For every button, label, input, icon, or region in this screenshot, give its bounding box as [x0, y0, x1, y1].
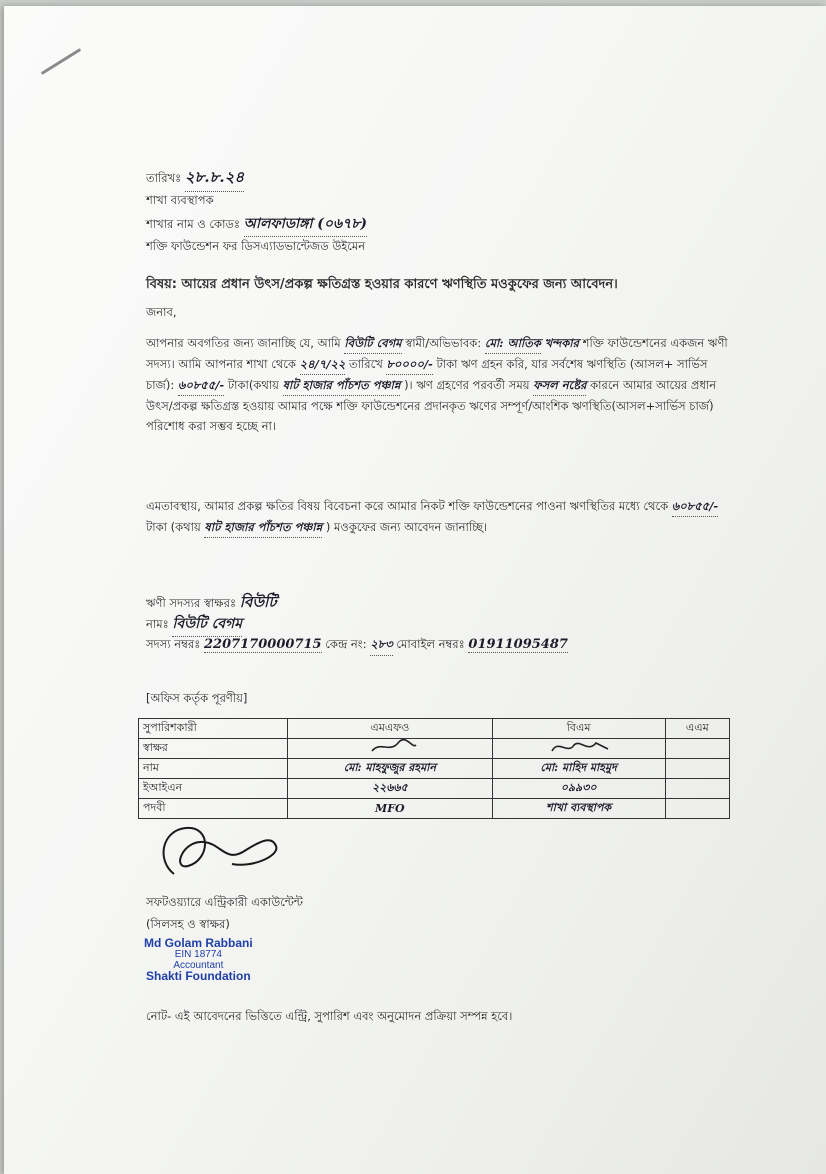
signature-cell	[492, 739, 665, 759]
accountant-signature-icon	[152, 820, 282, 886]
table-cell	[665, 779, 729, 799]
signature-cell	[665, 739, 729, 759]
row-label: নাম	[139, 759, 288, 779]
row-label: ইআইএন	[139, 779, 288, 799]
member-name: বিউটি বেগম	[344, 333, 401, 354]
foundation-name: শক্তি ফাউন্ডেশন ফর ডিসএ্যাডভান্টেজড উইমেন	[146, 239, 366, 253]
subject-line: বিষয়: আয়ের প্রধান উৎস/প্রকল্প ক্ষতিগ্রস্ত হওয়ার কারণে ঋণস্থিতি মওকুফের জন্য আবেদন।	[146, 277, 618, 292]
accountant-sub: (সিলসহ ও স্বাক্ষর)	[146, 917, 230, 931]
table-cell: MFO	[288, 799, 493, 819]
office-section-title: [অফিস কর্তৃক পূরণীয়]	[146, 691, 248, 705]
center-value: ২৮৩	[370, 636, 392, 656]
office-approval-table	[138, 718, 730, 819]
seal-title: Accountant	[173, 960, 224, 971]
document-page	[4, 6, 826, 1174]
guardian-name: মো: আতিক	[485, 333, 541, 354]
outstanding-words: ষাট হাজার পাঁচশত পঞ্চান্ন	[283, 375, 401, 396]
table-header-cell: বিএম	[492, 719, 665, 739]
seal-org: Shakti Foundation	[146, 969, 251, 983]
seal-name: Md Golam Rabbani	[144, 936, 253, 950]
outstanding-amount: ৬০৮৫৫/-	[178, 375, 224, 396]
guardian-name-2: খন্দকার	[544, 336, 579, 350]
branch-value: আলফাডাঙ্গা (০৬৭৮)	[244, 212, 367, 237]
table-header-cell: এএম	[665, 719, 729, 739]
table-cell: শাখা ব্যবস্থাপক	[492, 799, 665, 819]
table-cell: মো: মাহফুজুর রহমান	[288, 759, 493, 779]
branch-line: শাখার নাম ও কোডঃ আলফাডাঙ্গা (০৬৭৮)	[146, 212, 367, 237]
member-signature: বিউটি	[239, 593, 277, 611]
member-signature-line: ঋণী সদস্যর স্বাক্ষরঃ বিউটি	[146, 593, 277, 611]
row-label: পদবী	[139, 799, 288, 819]
accountant-label: সফটওয়্যারে এন্ট্রিকারী একাউন্টেন্ট	[146, 895, 303, 909]
mobile-value: 01911095487	[468, 637, 568, 652]
member-id-value: 2207170000715	[203, 637, 322, 652]
seal-ein: EIN 18774	[174, 949, 222, 960]
table-header-cell: এমএফও	[288, 719, 493, 739]
footer-note: নোট- এই আবেদনের ভিত্তিতে এন্ট্রি, সুপারিশ এবং অনুমোদন প্রক্রিয়া সম্পন্ন হবে।	[146, 1009, 513, 1023]
member-id-line: সদস্য নম্বরঃ 2207170000715 কেন্দ্র নং: ২৮৩ মোবাইল নম্বরঃ 01911095487	[146, 636, 568, 656]
waiver-words: ষাট হাজার পাঁচশত পঞ্চান্ন	[204, 517, 322, 538]
table-row	[139, 759, 730, 779]
loan-date: ২৪/৭/২২	[300, 354, 346, 375]
accountant-seal	[144, 938, 253, 982]
date-value: ২৮.৮.২৪	[185, 166, 244, 192]
body-paragraph-2: এমতাবস্থায়, আমার প্রকল্প ক্ষতির বিষয় বিবেচনা করে আমার নিকট শক্তি ফাউন্ডেশনের পাওনা ঋণস্থিতির মধ্যে থেকে ৬০৮৫৫/- টাকা (কথায় ষাট হাজার পাঁচশত পঞ্চান্ন ) মওকুফের জন্য আবেদন জানাচ্ছি।	[146, 496, 736, 538]
salutation: জনাব,	[146, 305, 177, 319]
table-row	[139, 779, 730, 799]
signature-cell	[288, 739, 493, 759]
body-paragraph-1: আপনার অবগতির জন্য জানাচ্ছি যে, আমি বিউটি বেগম স্বামী/অভিভাবক: মো: আতিক খন্দকার শক্তি ফাউন্ডেশনের একজন ঋণী সদস্য। আমি আপনার শাখা থেকে ২৪/৭/২২ তারিখে ৮০০০০/- টাকা ঋণ গ্রহন করি, যার সর্বশেষ ঋণস্থিতি (আসল+ সার্ভিস চার্জ): ৬০৮৫৫/- টাকা(কথায় ষাট হাজার পাঁচশত পঞ্চান্ন )। ঋণ গ্রহণের পরবর্তী সময় ফসল নষ্টের কারনে আমার আয়ের প্রধান উৎস/প্রকল্প ক্ষতিগ্রস্ত হওয়ায় আমার পক্ষে শক্তি ফাউন্ডেশনের প্রদানকৃত ঋণের সম্পূর্ণ/আংশিক ঋণস্থিতি(আসল+সার্ভিস চার্জ) পরিশোধ করা সম্ভব হচ্ছে না।	[146, 333, 736, 436]
table-row	[139, 739, 730, 759]
row-label: স্বাক্ষর	[139, 739, 288, 759]
scribble-signature-icon	[360, 739, 420, 755]
pen-mark	[41, 48, 82, 75]
branch-manager: শাখা ব্যবস্থাপক	[146, 193, 214, 207]
scribble-signature-icon	[544, 739, 614, 755]
waiver-amount: ৬০৮৫৫/-	[672, 496, 718, 517]
table-cell: মো: মাহিদ মাহমুদ	[492, 759, 665, 779]
date-line: তারিখঃ ২৮.৮.২৪	[146, 166, 244, 192]
table-header-row	[139, 719, 730, 739]
table-row	[139, 799, 730, 819]
table-header-cell: সুপারিশকারী	[139, 719, 288, 739]
loss-reason: ফসল নষ্টের	[533, 375, 586, 396]
table-cell: ০৯৯৩০	[492, 779, 665, 799]
table-cell	[665, 759, 729, 779]
member-name-value: বিউটি বেগম	[172, 612, 242, 637]
table-cell	[665, 799, 729, 819]
member-name-line: নামঃ বিউটি বেগম	[146, 612, 242, 637]
loan-amount: ৮০০০০/-	[386, 354, 432, 375]
table-cell: ২২৬৬৫	[288, 779, 493, 799]
